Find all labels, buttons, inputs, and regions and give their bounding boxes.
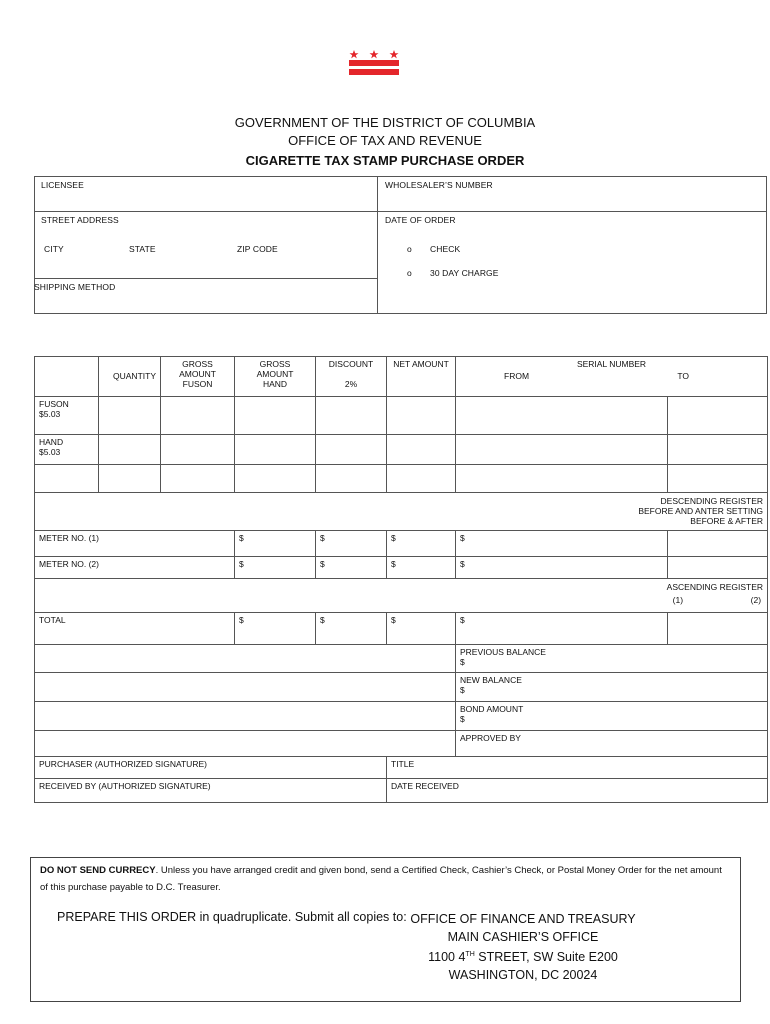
flag-bar-bottom [349,69,399,75]
fuson-name: FUSON [39,399,69,409]
new-balance-row [35,673,768,702]
hand-from-cell[interactable] [456,435,668,465]
net-amount-header: NET AMOUNT [387,357,456,397]
ascending-register-label [35,579,768,613]
hand-name: HAND [39,437,64,447]
bond-amount-label: BOND AMOUNT [460,704,524,714]
hand-price: $5.03 [39,447,61,457]
received-by-signature-field[interactable]: RECEIVED BY (AUTHORIZED SIGNATURE) [35,779,387,803]
serial-to-label: TO [677,371,690,381]
table-row-blank [35,465,768,493]
bond-amount-row [35,702,768,731]
hand-gross-fuson-cell[interactable] [161,435,235,465]
hand-discount-cell[interactable] [316,435,387,465]
previous-balance-field[interactable] [456,645,768,673]
total-label: TOTAL [35,613,235,645]
licensee-field[interactable]: LICENSEE [41,180,84,190]
currency-warning-bold: DO NOT SEND CURRECY [40,865,156,876]
blank-from-cell[interactable] [456,465,668,493]
gross-fuson-line3: FUSON [182,379,213,389]
currency-warning-text: . Unless you have arranged credit and given bond, send a Certified Check, Cashier’s Check, or Postal Money Order for the net amount of this purchase payable to D.C. Treasurer. [40,865,722,893]
serial-number-label: SERIAL NUMBER [576,359,647,369]
star-icon [350,50,359,58]
total-to[interactable] [668,613,768,645]
city-field[interactable]: CITY [44,244,64,254]
hand-gross-hand-cell[interactable] [235,435,316,465]
gross-fuson-header [161,357,235,397]
blank-gross-fuson-cell[interactable] [161,465,235,493]
new-balance-dollar: $ [460,685,465,695]
meter-2-from[interactable]: $ [456,557,668,579]
hand-net-cell[interactable] [387,435,456,465]
descending-register-label [35,493,768,531]
gross-hand-line2: AMOUNT [256,369,294,379]
fuson-price: $5.03 [39,409,61,419]
prepare-instructions: PREPARE THIS ORDER in quadruplicate. Submit all copies to: [57,910,407,924]
instructions-box [30,857,741,1002]
fuson-label [35,397,99,435]
previous-balance-dollar: $ [460,657,465,667]
meter-2-gross-hand[interactable]: $ [235,557,316,579]
address-line2: MAIN CASHIER’S OFFICE [447,930,599,944]
discount-label: DISCOUNT [328,359,374,369]
quantity-header: QUANTITY [99,357,161,397]
check-radio[interactable]: o [407,244,412,254]
meter-2-discount[interactable]: $ [316,557,387,579]
hand-quantity-cell[interactable] [99,435,161,465]
approved-by-row [35,731,768,757]
zip-field[interactable]: ZIP CODE [237,244,278,254]
flag-bar-top [349,60,399,66]
serial-from-label: FROM [504,371,530,381]
meter-1-discount[interactable]: $ [316,531,387,557]
total-net[interactable]: $ [387,613,456,645]
descending-register-row [35,493,768,531]
shipping-method-field[interactable]: SHIPPING METHOD [34,282,116,292]
bond-amount-dollar: $ [460,714,465,724]
new-balance-blank [35,673,456,702]
blank-label-cell[interactable] [35,465,99,493]
header-office: OFFICE OF TAX AND REVENUE [288,133,482,148]
title-field[interactable]: TITLE [387,757,768,779]
purchaser-signature-field[interactable]: PURCHASER (AUTHORIZED SIGNATURE) [35,757,387,779]
descending-line2: BEFORE AND ANTER SETTING [638,506,764,516]
ascending-col1: (1) [672,595,684,605]
fuson-quantity-cell[interactable] [99,397,161,435]
total-from[interactable]: $ [456,613,668,645]
star-icon [370,50,379,58]
hand-to-cell[interactable] [668,435,768,465]
blank-gross-hand-cell[interactable] [235,465,316,493]
new-balance-field[interactable] [456,673,768,702]
date-received-field[interactable]: DATE RECEIVED [387,779,768,803]
address-line3-post: STREET, SW Suite E200 [474,950,618,965]
street-address-field[interactable]: STREET ADDRESS [41,215,119,225]
info-hline [34,211,767,212]
meter-2-net[interactable]: $ [387,557,456,579]
mailing-address [393,910,653,984]
meter-1-from[interactable]: $ [456,531,668,557]
address-line3-sup: TH [465,951,475,958]
meter-2-row [35,557,768,579]
meter-2-to[interactable] [668,557,768,579]
address-line3 [393,946,653,966]
fuson-gross-fuson-cell[interactable] [161,397,235,435]
previous-balance-blank [35,645,456,673]
purchaser-row [35,757,768,779]
charge-label: 30 DAY CHARGE [430,268,499,278]
bond-amount-blank [35,702,456,731]
gross-hand-header [235,357,316,397]
header-blank [35,357,99,397]
ascending-col2: (2) [750,595,762,605]
new-balance-label: NEW BALANCE [460,675,522,685]
meter-1-to[interactable] [668,531,768,557]
total-gross-hand[interactable]: $ [235,613,316,645]
order-table [34,356,768,803]
dc-flag-logo [349,49,399,75]
wholesaler-number-field[interactable]: WHOLESALER’S NUMBER [385,180,493,190]
page-title: CIGARETTE TAX STAMP PURCHASE ORDER [245,153,525,168]
meter-2-label: METER NO. (2) [35,557,235,579]
gross-fuson-line1: GROSS [182,359,213,369]
check-label: CHECK [430,244,461,254]
blank-net-cell[interactable] [387,465,456,493]
gross-fuson-line2: AMOUNT [179,369,216,379]
serial-number-header [456,357,768,397]
hand-label [35,435,99,465]
meter-1-row [35,531,768,557]
bond-amount-field[interactable] [456,702,768,731]
gross-hand-line1: GROSS [259,359,291,369]
star-icon [390,50,399,58]
received-row [35,779,768,803]
header-government: GOVERNMENT OF THE DISTRICT OF COLUMBIA [234,115,536,130]
info-hline-2 [34,278,378,279]
previous-balance-row [35,645,768,673]
address-line1: OFFICE OF FINANCE AND TREASURY [410,912,636,926]
blank-discount-cell[interactable] [316,465,387,493]
discount-header [316,357,387,397]
gross-hand-line3: HAND [262,379,288,389]
currency-warning [40,862,730,896]
ascending-register-row [35,579,768,613]
ascending-line1: ASCENDING REGISTER [666,582,764,592]
fuson-gross-hand-cell[interactable] [235,397,316,435]
meter-1-gross-hand[interactable]: $ [235,531,316,557]
address-line3-pre: 1100 4 [428,950,466,965]
approved-by-blank [35,731,456,757]
previous-balance-label: PREVIOUS BALANCE [460,647,546,657]
descending-line3: BEFORE & AFTER [690,516,764,526]
date-of-order-field[interactable]: DATE OF ORDER [385,215,456,225]
blank-quantity-cell[interactable] [99,465,161,493]
address-line4: WASHINGTON, DC 20024 [448,968,598,983]
blank-to-cell[interactable] [668,465,768,493]
approved-by-field[interactable]: APPROVED BY [456,731,768,757]
total-row [35,613,768,645]
table-row-fuson [35,397,768,435]
descending-line1: DESCENDING REGISTER [660,496,764,506]
fuson-to-cell[interactable] [668,397,768,435]
charge-radio[interactable]: o [407,268,412,278]
meter-1-label: METER NO. (1) [35,531,235,557]
info-divider [377,176,378,314]
state-field[interactable]: STATE [129,244,156,254]
total-discount[interactable]: $ [316,613,387,645]
fuson-net-cell[interactable] [387,397,456,435]
table-row-hand [35,435,768,465]
meter-1-net[interactable]: $ [387,531,456,557]
fuson-discount-cell[interactable] [316,397,387,435]
discount-pct: 2% [344,379,358,389]
fuson-from-cell[interactable] [456,397,668,435]
